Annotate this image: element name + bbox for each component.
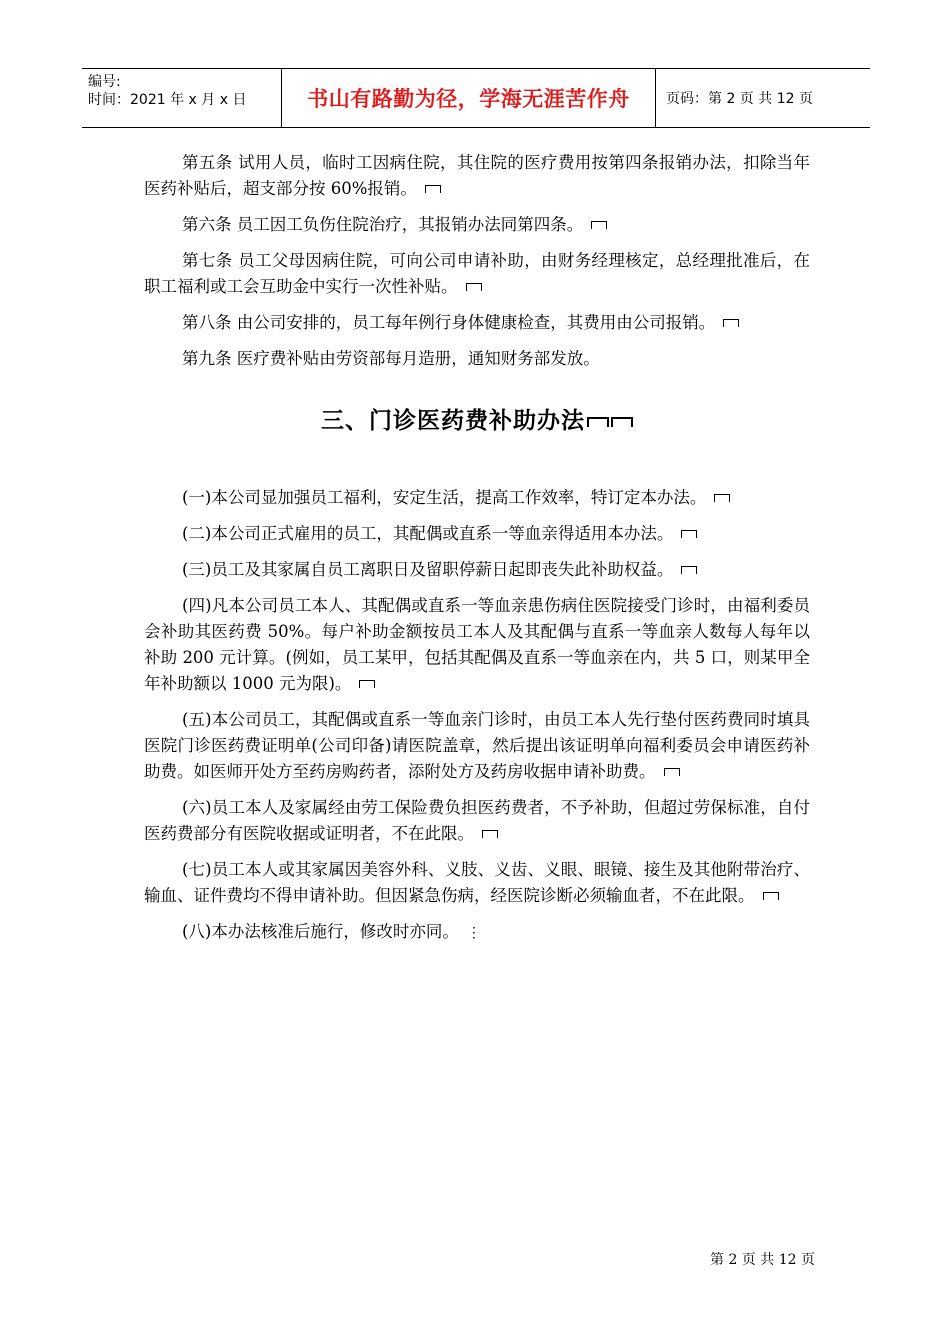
paragraph-mark-icon — [681, 566, 697, 574]
section-break-icon: ⋮ — [466, 925, 481, 941]
page-footer: 第 2 页 共 12 页 — [710, 1252, 815, 1268]
article-9: 第九条 医疗费补贴由劳资部每月造册，通知财务部发放。 — [182, 349, 600, 368]
rule-item-4: (四)凡本公司员工本人、其配偶或直系一等血亲患伤病住医院接受门诊时，由福利委员会补助其医药费 50%。每户补助金额按员工本人及其配偶与直系一等血亲人数每人每年以补助 200 元计算。(例如，员工某甲，包括其配偶及直系一等血亲在内，共 5 口，则某甲全年补助额以 1000 元为限)。 — [144, 596, 810, 693]
rule-item-5: (五)本公司员工，其配偶或直系一等血亲门诊时，由员工本人先行垫付医药费同时填具医院门诊医药费证明单(公司印备)请医院盖章，然后提出该证明单向福利委员会申请医药补助费。如医师开处方至药房购药者，添附处方及药房收据申请补助费。 — [144, 710, 810, 781]
paragraph-mark-icon — [466, 283, 482, 291]
article-8: 第八条 由公司安排的，员工每年例行身体健康检查，其费用由公司报销。 — [144, 310, 810, 336]
paragraph-mark-icon — [723, 319, 739, 327]
rule-item-8: (八)本办法核准后施行，修改时亦同。 ⋮ — [144, 919, 810, 946]
article-7: 第七条 员工父母因病住院，可向公司申请补助，由财务经理核定，总经理批准后，在职工福利或工会互助金中实行一次性补贴。 — [144, 251, 810, 296]
rule-item-7: (七)员工本人或其家属因美容外科、义肢、义齿、义眼、眼镜、接生及其他附带治疗、输血、证件费均不得申请补助。但因紧急伤病，经医院诊断必须输血者，不在此限。 — [144, 860, 810, 905]
article-5: 第五条 试用人员，临时工因病住院，其住院的医疗费用按第四条报销办法，扣除当年医药补贴后，超支部分按 60%报销。 — [144, 153, 810, 198]
paragraph-mark-icon — [664, 768, 680, 776]
paragraph-mark-icon — [681, 530, 697, 538]
header-page-info: 页码：第 2 页 共 12 页 — [666, 91, 813, 107]
paragraph-mark-icon — [591, 221, 607, 229]
document-code-label: 编号: — [88, 74, 121, 90]
section-heading: 三、门诊医药费补助办法 — [144, 402, 810, 435]
rule-item-2: (二)本公司正式雇用的员工，其配偶或直系一等血亲得适用本办法。 — [144, 521, 810, 547]
paragraph-mark-icon — [587, 417, 609, 427]
paragraph-mark-icon — [763, 892, 779, 900]
paragraph-mark-icon — [425, 185, 441, 193]
article-6: 第六条 员工因工负伤住院治疗，其报销办法同第四条。 — [144, 212, 810, 238]
page-header — [82, 68, 870, 128]
header-meta — [82, 69, 282, 127]
document-date: 时间：2021 年 x 月 x 日 — [88, 92, 247, 108]
paragraph-mark-icon — [714, 494, 730, 502]
paragraph-mark-icon — [359, 680, 375, 688]
rule-item-1: (一)本公司显加强员工福利，安定生活，提高工作效率，特订定本办法。 — [144, 485, 810, 511]
header-motto: 书山有路勤为径，学海无涯苦作舟 — [282, 69, 656, 127]
rule-item-3: (三)员工及其家属自员工离职日及留职停薪日起即丧失此补助权益。 — [144, 557, 810, 583]
document-body — [144, 150, 810, 956]
paragraph-mark-icon — [482, 830, 498, 838]
rule-item-6: (六)员工本人及家属经由劳工保险费负担医药费者，不予补助，但超过劳保标准，自付医药费部分有医院收据或证明者，不在此限。 — [144, 798, 810, 843]
paragraph-mark-icon — [611, 417, 633, 427]
